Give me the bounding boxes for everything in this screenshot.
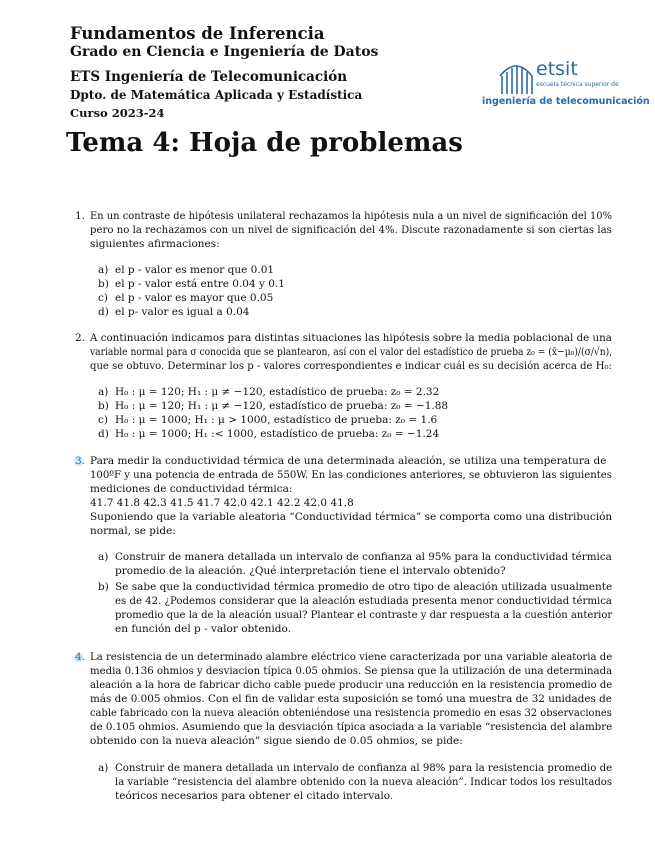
problem-1-line: En un contraste de hipótesis unilateral rechazamos la hipótesis nula a un nivel de significación del 10% <box>90 210 613 222</box>
option-text: el p- valor es igual a 0.04 <box>115 306 250 318</box>
problem-1-line: siguientes afirmaciones: <box>90 238 220 250</box>
school-name: ETS Ingeniería de Telecomunicación <box>70 69 348 85</box>
problem-3-line: Para medir la conductividad térmica de una determinada aleación, se utiliza una temperatura de <box>90 455 607 467</box>
option-text: el p - valor está entre 0.04 y 0.1 <box>115 278 285 290</box>
logo-subtitle: escuela técnica superior de <box>536 81 619 88</box>
option-text: es de 42. ¿Podemos considerar que la aleación estudiada presenta menor conductividad térmica <box>115 595 612 607</box>
option-text: el p - valor es menor que 0.01 <box>115 264 275 276</box>
option-text: en función del p - valor obtenido. <box>115 623 291 635</box>
problem-1-line: pero no la rechazamos con un nivel de significación del 4%. Discute razonadamente si son ciertas las <box>90 224 612 236</box>
page-title: Tema 4: Hoja de problemas <box>66 128 463 158</box>
option-text: Se sabe que la conductividad térmica promedio de otro tipo de aleación utilizada usualmente <box>115 581 613 593</box>
option-text: el p - valor es mayor que 0.05 <box>115 292 274 304</box>
problem-3-data: 41.7 41.8 42.3 41.5 41.7 42.0 42.1 42.2 42.0 41.8 <box>90 497 354 509</box>
problem-3-number: 3. <box>75 455 86 467</box>
option-text: promedio que la de la aleación usual? Plantear el contraste y dar respuesta a la cuestión anterior <box>115 609 613 621</box>
degree-title: Grado en Ciencia e Ingeniería de Datos <box>70 44 379 60</box>
problem-4-line: más de 0.005 ohmios. Con el fin de validar esta suposición se tomó una muestra de 32 unidades de <box>90 693 612 705</box>
option-label: a) <box>98 762 109 774</box>
option-label: c) <box>98 292 108 304</box>
problem-3-line: normal, se pide: <box>90 525 176 537</box>
option-label: a) <box>98 551 109 563</box>
problem-4-line: obtenido con la nueva aleación” sigue siendo de 0.05 ohmios, se pide: <box>90 735 463 747</box>
logo-name: etsit <box>536 58 578 80</box>
course-title: Fundamentos de Inferencia <box>70 24 325 43</box>
option-label: b) <box>98 400 109 412</box>
option-text: teóricos necesarios para obtener el citado intervalo. <box>115 790 394 802</box>
problem-3-line: 100ºF y una potencia de entrada de 550W. En las condiciones anteriores, se obtuvieron las siguientes <box>90 469 612 481</box>
option-label: b) <box>98 278 109 290</box>
option-text: H₀ : μ = 120; H₁ : μ ≠ −120, estadístico de prueba: z₀ = −1.88 <box>115 400 449 412</box>
problem-1-number: 1. <box>75 210 86 222</box>
option-label: c) <box>98 414 108 426</box>
problem-4-line: La resistencia de un determinado alambre eléctrico viene caracterizada por una variable aleatoria de <box>90 651 613 663</box>
option-label: d) <box>98 306 109 318</box>
logo-subtitle-2: ingeniería de telecomunicación <box>482 96 650 107</box>
option-label: d) <box>98 428 109 440</box>
problem-4-number: 4. <box>75 651 86 663</box>
option-text: H₀ : μ = 1000; H₁ :< 1000, estadístico de prueba: z₀ = −1.24 <box>115 428 440 440</box>
option-label: a) <box>98 264 109 276</box>
problem-2-line: variable normal para σ conocida que se plantearon, así con el valor del estadístico de prueba z₀ = (x̄−μ₀)/(σ/√n), <box>90 346 613 358</box>
option-text: Construir de manera detallada un intervalo de confianza al 98% para la resistencia promedio de <box>115 762 613 774</box>
problem-2-line: que se obtuvo. Determinar los p - valores correspondientes e indicar cuál es su decisión acerca de H₀: <box>90 360 612 372</box>
option-text: H₀ : μ = 120; H₁ : μ ≠ −120, estadístico de prueba: z₀ = 2.32 <box>115 386 440 398</box>
option-text: Construir de manera detallada un intervalo de confianza al 95% para la conductividad térmica <box>115 551 612 563</box>
problem-2-number: 2. <box>75 332 86 344</box>
problem-4-line: media 0.136 ohmios y desviacion típica 0.05 ohmios. Se piensa que la utilización de una determinada <box>90 665 613 677</box>
department-name: Dpto. de Matemática Aplicada y Estadística <box>70 88 363 102</box>
problem-2-line: A continuación indicamos para distintas situaciones las hipótesis sobre la media poblacional de una <box>90 332 612 344</box>
problem-3-line: Suponiendo que la variable aleatoria “Conductividad térmica” se comporta como una distribución <box>90 511 613 523</box>
academic-year: Curso 2023-24 <box>70 106 165 120</box>
option-label: a) <box>98 386 109 398</box>
problem-4-line: cable fabricado con la nueva aleación obteniéndose una resistencia promedio en esas 32 observaciones <box>90 707 612 719</box>
option-text: H₀ : μ = 1000; H₁ : μ > 1000, estadístico de prueba: z₀ = 1.6 <box>115 414 438 426</box>
problem-4-line: de 0.105 ohmios. Asumiendo que la desviación típica asociada a la variable “resistencia del alambre <box>90 721 613 733</box>
option-text: la variable “resistencia del alambre obtenido con la nueva aleación”. Indicar todos los resultados <box>115 776 613 788</box>
option-text: promedio de la aleación. ¿Qué interpretación tiene el intervalo obtenido? <box>115 565 506 577</box>
problem-4-line: aleación a la hora de fabricar dicho cable puede producir una reducción en la resistencia promedio de <box>90 679 613 691</box>
option-label: b) <box>98 581 109 593</box>
problem-3-line: mediciones de conductividad térmica: <box>90 483 293 495</box>
